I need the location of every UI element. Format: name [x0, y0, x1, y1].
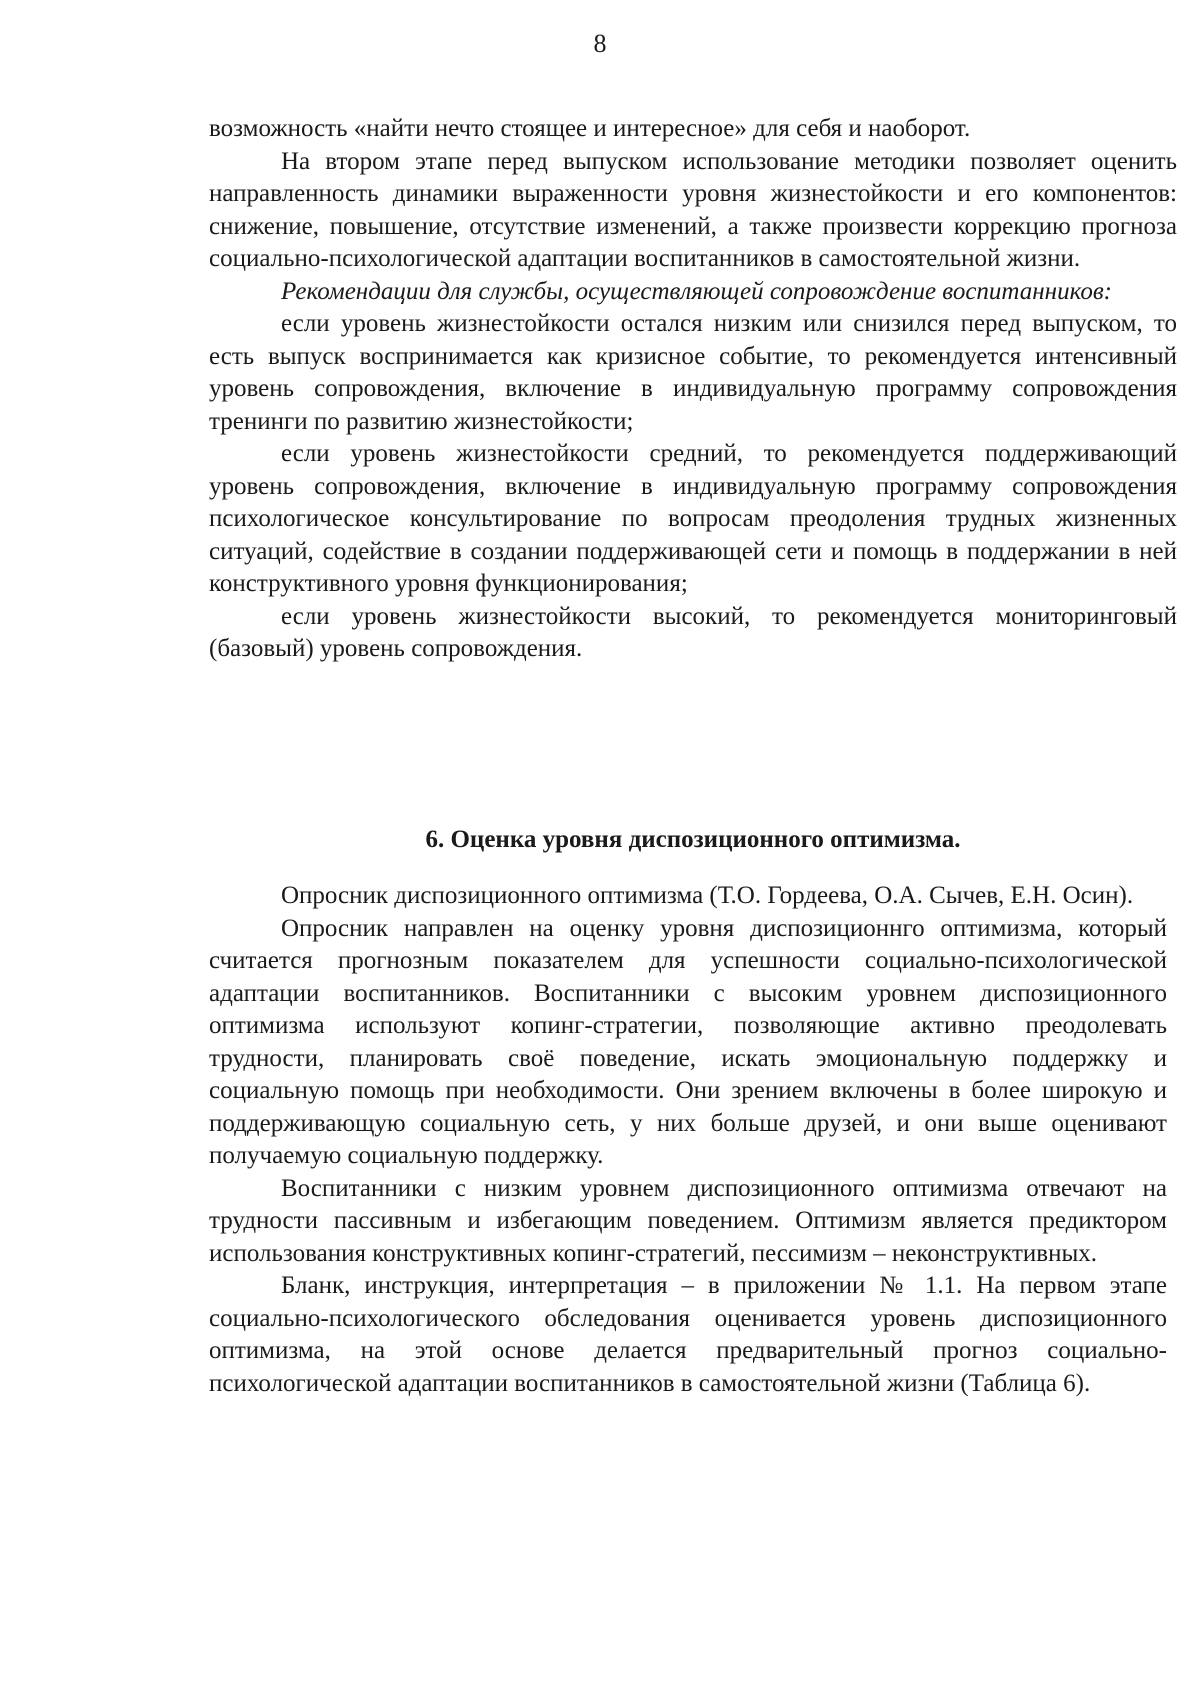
paragraph-appendix-reference: Бланк, инструкция, интерпретация – в приложении № 1.1. На первом этапе социально-психологического обследования оценивается уровень диспозиционного оптимизма, на этой основе делается предварительный прогноз социально-психологической адаптации воспитанников в самостоятельной жизни (Таблица 6). — [209, 1272, 1167, 1397]
text-block-bottom — [209, 880, 1167, 1400]
paragraph-recommendations-heading: Рекомендации для службы, осуществляющей сопровождение воспитанников: — [281, 277, 1112, 305]
paragraph-second-stage: На втором этапе перед выпуском использование методики позволяет оценить направленность динамики выраженности уровня жизнестойкости и его компонентов: снижение, повышение, отсутствие изменений, а также произвести коррекцию прогноза социально-психологической адаптации воспитанников в самостоятельной жизни. — [209, 147, 1177, 272]
paragraph-low-optimism: Воспитанники с низким уровнем диспозиционного оптимизма отвечают на трудности пассивным и избегающим поведением. Оптимизм является предиктором использования конструктивных копинг-стратегий, пессимизм – неконструктивных. — [209, 1174, 1167, 1267]
page-number: 8 — [593, 29, 607, 58]
section-heading: 6. Оценка уровня диспозиционного оптимизма. — [425, 826, 961, 853]
paragraph-questionnaire-purpose: Опросник направлен на оценку уровня диспозиционнго оптимизма, который считается прогнозным показателем для успешности социально-психологической адаптации воспитанников. Воспитанники с высоким уровнем диспозиционного оптимизма используют копинг-стратегии, позволяющие активно преодолевать трудности, планировать своё поведение, искать эмоциональную поддержку и социальную помощь при необходимости. Они зрением включены в более широкую и поддерживающую социальную сеть, у них больше друзей, и они выше оценивают получаемую социальную поддержку. — [209, 914, 1167, 1169]
paragraph-low-level: если уровень жизнестойкости остался низким или снизился перед выпуском, то есть выпуск воспринимается как кризисное событие, то рекомендуется интенсивный уровень сопровождения, включение в индивидуальную программу сопровождения тренинги по развитию жизнестойкости; — [209, 310, 1177, 435]
paragraph-high-level: если уровень жизнестойкости высокий, то рекомендуется мониторинговый (базовый) уровень сопровождения. — [209, 602, 1177, 662]
paragraph-continuation: возможность «найти нечто стоящее и интересное» для себя и наоборот. — [209, 115, 971, 142]
text-block-top — [209, 113, 1177, 666]
paragraph-medium-level: если уровень жизнестойкости средний, то рекомендуется поддерживающий уровень сопровождения, включение в индивидуальную программу сопровождения психологическое консультирование по вопросам преодоления трудных жизненных ситуаций, содействие в создании поддерживающей сети и помощь в поддержании в ней конструктивного уровня функционирования; — [209, 440, 1177, 597]
paragraph-questionnaire-authors: Опросник диспозиционного оптимизма (Т.О. Гордеева, О.А. Сычев, Е.Н. Осин). — [281, 882, 1134, 909]
